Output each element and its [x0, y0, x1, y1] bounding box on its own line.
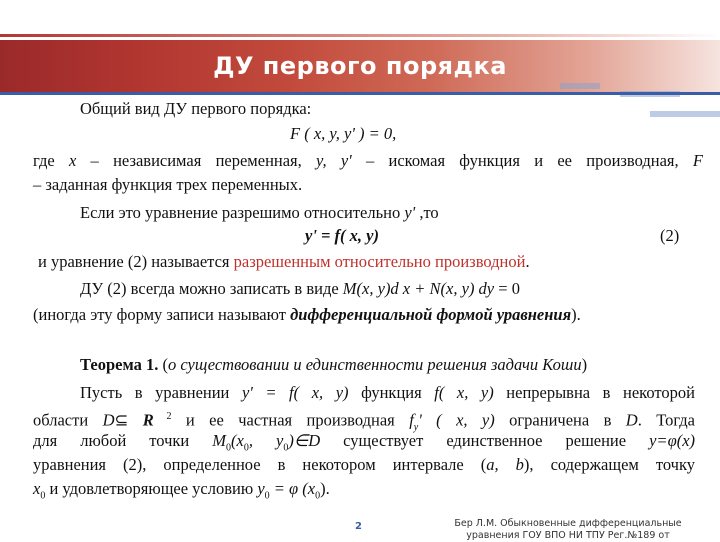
- intro-line: Общий вид ДУ первого порядка:: [80, 99, 312, 118]
- title-underline: [0, 92, 720, 95]
- general-equation: F ( x, y, y' ) = 0,: [290, 124, 397, 143]
- theorem-line-1: Пусть в уравнении y' = f( x, y) функция f( x, y) непрерывна в некоторой: [80, 383, 695, 402]
- theorem-line-3: для любой точки $M_0(x_0$, $y_0)\in D$ существует единственное решение y=φ(x): [33, 431, 696, 454]
- theorem-line-4: уравнения (2), определенное в некотором интервале (a, b), содержащем точку: [33, 455, 696, 474]
- footer-credit-line-1: Бер Л.М. Обыкновенные дифференциальные: [454, 518, 682, 529]
- resolved-definition-line: и уравнение (2) называется разрешенным относительно производной.: [38, 252, 530, 271]
- theorem-heading: Теорема 1. (о существовании и единственности решения задачи Коши): [80, 355, 588, 374]
- theorem-line-5: $x_0$ и удовлетворяющее условию $y_0 = \varphi$ $(x_0)$.: [33, 479, 330, 502]
- footer-credit: [438, 518, 698, 542]
- solvable-line: Если это уравнение разрешимо относительно y' ,то: [80, 203, 439, 222]
- theorem-line-2: области D⊆ R $^2$ и ее частная производная $f_y'$ ( x, y) ограничена в D. Тогда: [33, 410, 695, 433]
- resolved-equation: y' = f( x, y): [305, 226, 379, 245]
- variables-line: где x – независимая переменная, y, y' – искомая функция и ее производная, F: [33, 151, 704, 170]
- differential-form-note: (иногда эту форму записи называют дифференциальной формой уравнения).: [33, 305, 581, 324]
- function-description: – заданная функция трех переменных.: [33, 175, 303, 194]
- footer-credit-line-2: уравнения ГОУ ВПО НИ ТПУ Рег.№189 от: [466, 530, 670, 541]
- equation-number: (2): [660, 226, 680, 245]
- title-banner: [0, 40, 720, 92]
- page-number: 2: [355, 521, 362, 532]
- differential-form-line: ДУ (2) всегда можно записать в виде M(x, y)d x + N(x, y) dy = 0: [80, 279, 520, 298]
- slide-title: ДУ первого порядка: [213, 52, 507, 80]
- top-accent-line: [0, 34, 720, 37]
